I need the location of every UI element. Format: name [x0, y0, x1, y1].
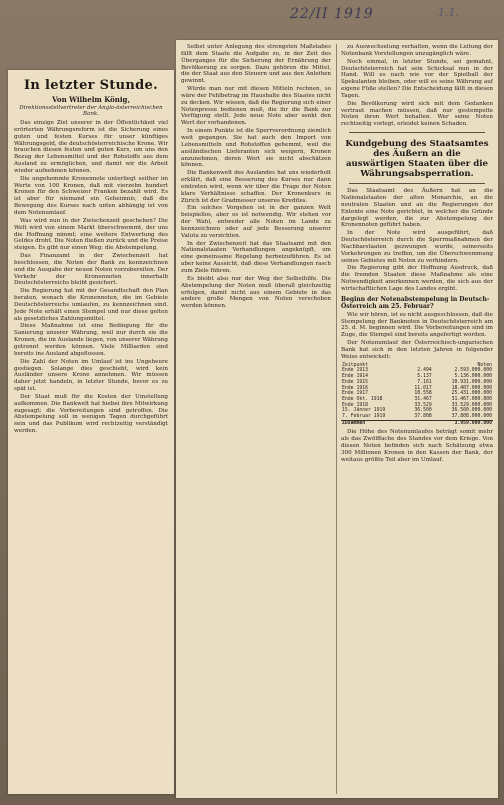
right-column-1-body	[181, 44, 331, 310]
table-cell: Ende 1914	[342, 374, 368, 380]
table-cell: 33.529	[414, 402, 432, 408]
table-cell: 2.494	[417, 368, 432, 374]
table-total-row	[341, 420, 493, 426]
right-column-2	[341, 44, 493, 465]
section-body	[341, 188, 493, 293]
sub-heading: Beginn der Notenabstempelung in Deutsch-Österreich am 25. Februar?	[341, 295, 490, 310]
paragraph: Der Notenumlauf der Österreichisch-ungarischen Bank hat sich in den letzten Jahren in folgender Weise entwickelt:	[341, 340, 493, 360]
table-cell: 5.136.000.000	[454, 374, 492, 380]
table-row	[341, 380, 493, 386]
column-divider	[336, 44, 337, 794]
paragraph: Selbst unter Anlegung des strengsten Maßstabes fällt dem Staate die Aufgabe zu, in der Zeit des Überganges für die Sicherung der Ernährung der Bevölkerung zu sorgen. Dazu gehören die Mittel, die der Staat aus den Steuern und aus den Anleihen gewinnt.	[181, 44, 331, 85]
table-cell: Ende 1917	[342, 391, 368, 397]
table-cell: 10.931.000.000	[451, 379, 492, 385]
table-cell: 7. Februar 1919	[342, 414, 386, 420]
paragraph: Noch einmal, in letzter Stunde, sei gemahnt, Deutschösterreich hat sein Schicksal nun in der Hand. Will es nach wie vor der Spielball der Spekulanten bleiben, oder will es seine Währung auf eigene Füße stellen? Die Entscheidung fällt in diesen Tagen.	[341, 58, 493, 99]
right-column-1	[181, 44, 331, 311]
left-article-body	[14, 120, 168, 435]
table-cell: 36.500	[414, 408, 432, 414]
table-cell: 37.808.000.000	[451, 414, 492, 420]
paragraph: Das Staatsamt des Äußern hat an die Nationalstaaten der alten Monarchie, an die neutralen Staaten und an die Regierungen der Entente eine Note gerichtet, in welcher die Gründe dargelegt werden, die zur Abstempelung der Kronennoten geführt haben.	[341, 188, 493, 229]
paragraph: Was wird nun in der Zwischenzeit geschehen? Die Welt wird von einem Markt überschwemmt, der uns die Hoffnung nimmt; eine weitere Entwertung des Geldes droht. Die Noten fließen zurück und die Preise steigen. Es gibt nur einen Weg: die Abstempelung.	[14, 217, 168, 252]
table-cell: Ende 1916	[342, 385, 368, 391]
table-cell: 7.161	[417, 379, 432, 385]
paragraph: Diese Maßnahme ist eine Bedingung für die Sanierung unserer Währung, weil nur durch sie die Kronen, die im Auslande liegen, von unserer Währung getrennt werden können. Viele Milliarden sind bereits ins Ausland abgeflossen.	[14, 323, 168, 357]
table-cell: 25.431.000.000	[451, 391, 492, 397]
table-cell: 31.467.000.000	[451, 396, 492, 402]
paragraph: In der Note wird ausgeführt, daß Deutschösterreich durch die Sperrmaßnahmen der Nachbarstaaten gezwungen wurde, seinerseits Vorkehrungen zu treffen, um die Überschwemmung seines Gebietes mit Noten zu verhindern.	[341, 230, 493, 264]
table-cell: Zusammen	[341, 420, 405, 426]
handwritten-mark: 1.1.	[438, 6, 459, 19]
section-heading: Kundgebung des Staatsamtes des Äußern an die auswärtigen Staaten über die Währungsabsperration.	[345, 139, 489, 180]
table-cell: 5.137	[417, 374, 432, 380]
table-cell	[405, 420, 432, 426]
table-cell: 2.593.000.000	[454, 368, 492, 374]
paragraph: Ein solches Vorgehen ist in der ganzen Welt beispiellos, aber es ist notwendig. Wir stehen vor der Wahl, entweder alle Noten im Lande zu kennzeichnen oder auf jede Besserung unserer Valuta zu verzichten.	[181, 205, 331, 239]
sub-body	[341, 312, 493, 361]
handwritten-date: 22/II 1919	[290, 6, 374, 22]
table-cell: 37.808	[414, 414, 432, 420]
table-cell: 18.558	[414, 391, 432, 397]
left-article-author-role: Direktionsstellvertreter der Anglo-österreichischen Bank.	[19, 105, 163, 117]
left-article-author: Von Wilhelm König,	[52, 95, 130, 104]
paragraph: Das einzige Ziel unserer in der Öffentlichkeit viel erörterten Währungsreform ist die Sicherung eines guten und festen Kurses für unser künftiges Währungsgeld, die deutschösterreichische Krone. Wir brauchen diesen festen und guten Kurs, um uns den Bezug der Lebensmittel und der Rohstoffe aus dem Ausland zu ermöglichen, und damit wir die Arbeit wieder aufnehmen können.	[14, 120, 168, 174]
table-cell: 11.017	[414, 385, 432, 391]
section-divider	[349, 132, 485, 133]
left-article-title: In letzter Stunde.	[24, 78, 158, 93]
paragraph: Das Finanzamt in der Zwischenzeit hat beschlossen, die Noten der Bank zu kennzeichnen und die Ausgabe der neuen Noten vorzubereiten. Der Verkehr der Kronennoten innerhalb Deutschösterreichs bleibt gesichert.	[14, 253, 168, 287]
right-column-2-body	[341, 44, 493, 128]
note-circulation-table	[341, 363, 493, 427]
table-cell: Ende 1915	[342, 379, 368, 385]
paragraph: Die Bankenwelt des Auslandes hat uns wiederholt erklärt, daß eine Besserung des Kurses nur dann eintreten wird, wenn wir über die Frage der Noten klare Verhältnisse schaffen. Der Kronenkurs in Zürich ist der Gradmesser unseres Kredites.	[181, 170, 331, 204]
table-header-cell: Noten	[477, 362, 492, 368]
paragraph: Die Regierung hat mit der Gesandtschaft den Plan beraten, wonach die Kronennoten, die im Gebiete Deutschösterreichs umlaufen, zu kennzeichnen sind. Jede Note erhält einen Stempel und nur diese gelten als gesetzliches Zahlungsmittel.	[14, 288, 168, 322]
paragraph: Wie wir hören, ist es nicht ausgeschlossen, daß die Stempelung der Banknoten in Deutschösterreich am 25. d. M. beginnen wird. Die Vorbereitungen sind im Zuge, die Stempel sind bereits angefertigt worden.	[341, 311, 493, 339]
paragraph: Die Zahl der Noten im Umlauf ist ins Ungeheure gestiegen. Solange dies geschieht, wird kein Ausländer unsere Krone annehmen. Wir müssen daher jetzt handeln, in letzter Stunde, bevor es zu spät ist.	[14, 358, 168, 393]
table-row	[341, 414, 493, 420]
section-divider-lower	[349, 183, 485, 184]
closing-paragraph: Die Höhe des Notenumlaufes beträgt somit mehr als das Zwölffache des Standes vor dem Kriege. Von diesen Noten befinden sich nach Schätzung etwa 300 Millionen Kronen in den Kassen der Bank, der weitaus größte Teil aber im Umlauf.	[341, 429, 493, 463]
paragraph: Die Regierung gibt der Hoffnung Ausdruck, daß die fremden Staaten diese Maßnahme als eine Notwendigkeit anerkennen werden, die sich aus der wirtschaftlichen Lage des Landes ergibt.	[341, 265, 493, 292]
table-cell: Ende 1918	[342, 402, 368, 408]
table-row	[341, 374, 493, 380]
left-clipping	[8, 70, 174, 794]
paragraph: In der Zwischenzeit hat das Staatsamt mit den Nationalstaaten Verhandlungen angeknüpft, um eine gemeinsame Regelung herbeizuführen. Es ist aber keine Aussicht, daß diese Verhandlungen rasch zum Ziele führen.	[181, 240, 331, 274]
paragraph: Es bleibt also nur der Weg der Selbsthilfe. Die Abstempelung der Noten muß überall gleichzeitig erfolgen, damit nicht aus einem Gebiete in das andere große Mengen von Noten verschoben werden können.	[181, 275, 331, 310]
table-cell: 36.500.000.000	[451, 408, 492, 414]
table-cell: 3.959.000.000	[433, 420, 493, 426]
paragraph: Die Bevölkerung wird sich mit dem Gedanken vertraut machen müssen, daß nur gestempelte Noten ihren Wert behalten. Wer seine Noten rechtzeitig vorlegt, erleidet keinen Schaden.	[341, 100, 493, 128]
table-cell: 31.467	[414, 396, 432, 402]
table-header-cell: Zeitpunkt	[342, 362, 368, 368]
table-cell: 33.529.000.000	[451, 402, 492, 408]
paragraph: zu Auswechselung verhalten, wenn die Leitung der Notenbank Vorstellungen unzugänglich wäre.	[341, 44, 493, 57]
table-cell: Ende Okt. 1918	[342, 396, 383, 402]
paragraph: Die ungehemmte Kronennote unterliegt seither im Werte von 100 Kronen, daß mit vierzehn hundert Kronen für den Schweizer Franken bezahlt wird. Es ist aber für niemand ein Geheimnis, daß die Bewegung des Kurses nach unten abhängig ist von dem Notenumlauf.	[14, 175, 168, 216]
table-row	[341, 397, 493, 403]
right-clipping	[176, 40, 498, 798]
paragraph: Der Staat muß für die Kosten der Umstellung aufkommen. Die Bankwelt hat hiebei ihre Mitwirkung zugesagt; die Vorbereitungen sind getroffen. Die Abstempelung soll in wenigen Tagen durchgeführt sein und das Publikum wird rechtzeitig verständigt werden.	[14, 393, 168, 435]
left-article-column	[14, 70, 168, 436]
table-cell: 18.407.000.000	[451, 385, 492, 391]
table-cell: 15. Jänner 1919	[342, 408, 386, 414]
paragraph: In einem Punkte ist die Sperrverordnung ziemlich weit gegangen. Sie hat auch den Import von Lebensmitteln und Rohstoffen gehemmt, weil die ausländischen Lieferanten sich weigern, Kronen anzunehmen, deren Wert sie nicht abschätzen können.	[181, 128, 331, 169]
table-cell: Ende 1913	[342, 368, 368, 374]
paragraph: Würde man nur mit diesen Mitteln rechnen, so wäre der Fehlbetrag im Haushalte des Staates nicht zu decken. Wir wissen, daß die Regierung sich einer Notenpresse bedienen muß, die ihr die Bank zur Verfügung stellt. Jede neue Note aber senkt den Wert der vorhandenen.	[181, 86, 331, 127]
